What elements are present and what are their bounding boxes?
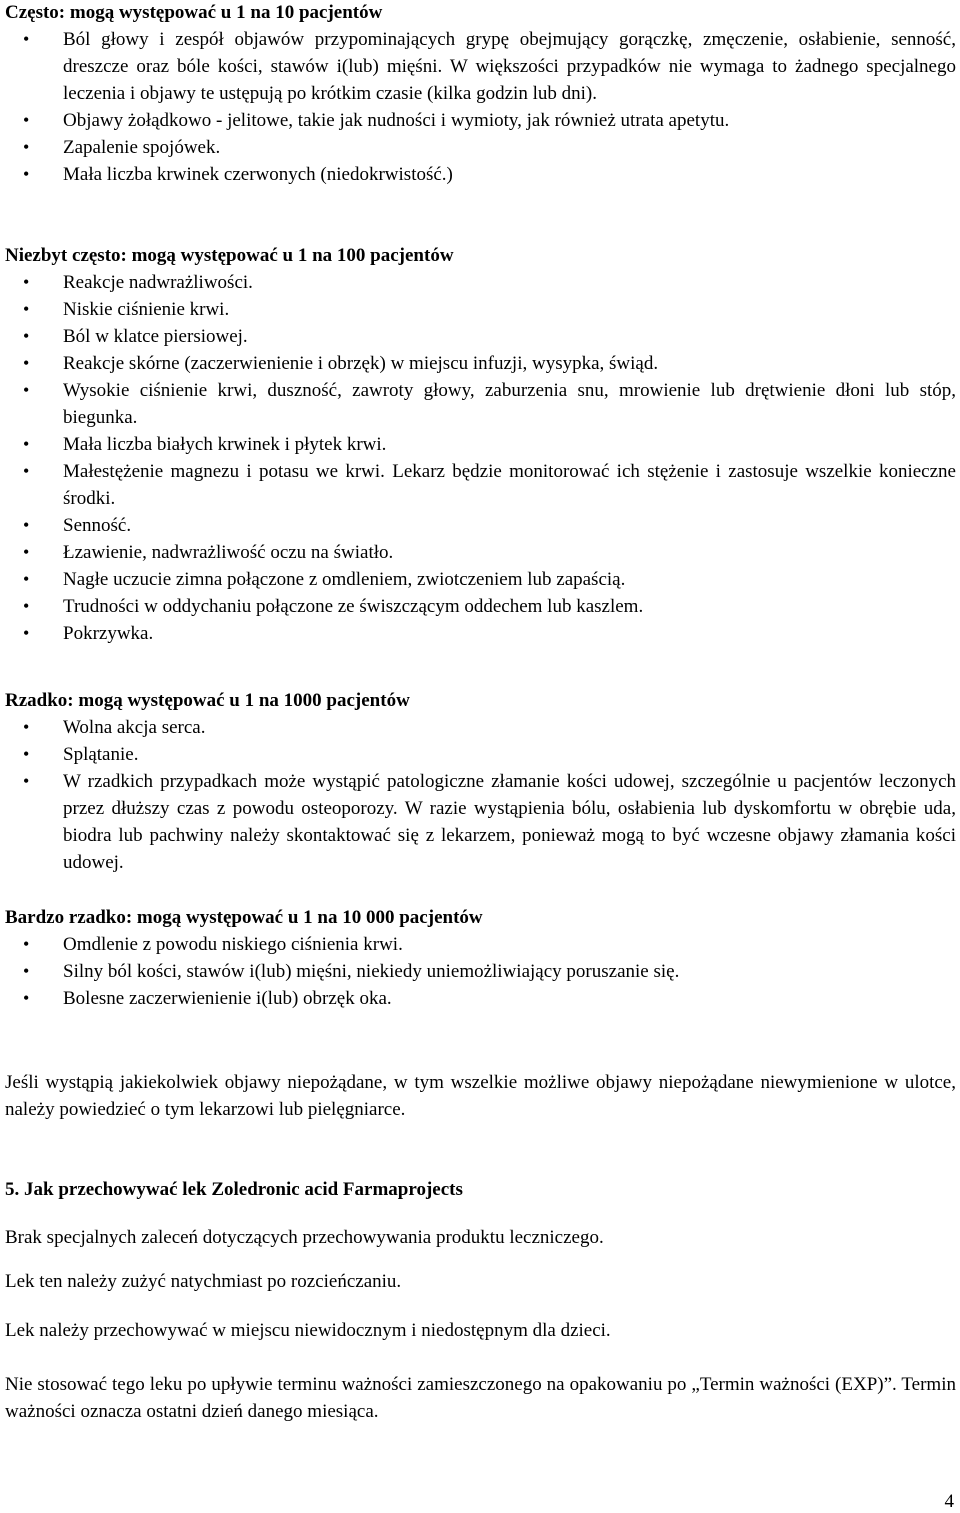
- list-item: • Mała liczba krwinek czerwonych (niedokrwistość.): [5, 161, 956, 188]
- list-item: • Małestężenie magnezu i potasu we krwi. Lekarz będzie monitorować ich stężenie i zastosuje wszelkie konieczne środki.: [5, 458, 956, 512]
- list-item: • Ból w klatce piersiowej.: [5, 323, 956, 350]
- list-item: • Omdlenie z powodu niskiego ciśnienia krwi.: [5, 931, 956, 958]
- section-rare: [5, 688, 956, 876]
- section-header-common: Często: mogą występować u 1 na 10 pacjentów: [5, 2, 383, 23]
- section-common: [5, 0, 956, 188]
- list-item: • Bolesne zaczerwienienie i(lub) obrzęk oka.: [5, 985, 956, 1012]
- list-item: • Łzawienie, nadwrażliwość oczu na światło.: [5, 539, 956, 566]
- storage-paragraph-text: Lek należy przechowywać w miejscu niewidocznym i niedostępnym dla dzieci.: [5, 1320, 611, 1341]
- storage-paragraph: [5, 1268, 956, 1295]
- side-effects-list-rare: [5, 714, 956, 876]
- side-effects-list-uncommon: [5, 269, 956, 647]
- list-item: • Ból głowy i zespół objawów przypominających grypę obejmujący gorączkę, zmęczenie, osłabienie, senność, dreszcze oraz bóle kości, stawów i(lub) mięśni. W większości przypadków nie wymaga to żadnego specjalnego leczenia i objawy te ustępują po krótkim czasie (kilka godzin lub dni).: [5, 26, 956, 107]
- list-item: • Reakcje skórne (zaczerwienienie i obrzęk) w miejscu infuzji, wysypka, świąd.: [5, 350, 956, 377]
- list-item: • Silny ból kości, stawów i(lub) mięśni, niekiedy uniemożliwiający poruszanie się.: [5, 958, 956, 985]
- list-item: • Trudności w oddychaniu połączone ze świszczącym oddechem lub kaszlem.: [5, 593, 956, 620]
- list-item: • Objawy żołądkowo - jelitowe, takie jak nudności i wymioty, jak również utrata apetytu.: [5, 107, 956, 134]
- list-item: • Niskie ciśnienie krwi.: [5, 296, 956, 323]
- section-header-uncommon: Niezbyt często: mogą występować u 1 na 100 pacjentów: [5, 245, 454, 266]
- storage-paragraph: [5, 1371, 956, 1425]
- list-item: • Reakcje nadwrażliwości.: [5, 269, 956, 296]
- side-effects-list-very-rare: [5, 931, 956, 1012]
- section-header-rare: Rzadko: mogą występować u 1 na 1000 pacjentów: [5, 690, 410, 711]
- section-header-very-rare: Bardzo rzadko: mogą występować u 1 na 10 000 pacjentów: [5, 907, 483, 928]
- report-note: [5, 1069, 956, 1123]
- list-item: • Senność.: [5, 512, 956, 539]
- storage-heading-block: [5, 1177, 956, 1203]
- section-uncommon: [5, 243, 956, 647]
- list-item: • W rzadkich przypadkach może wystąpić patologiczne złamanie kości udowej, szczególnie u pacjentów leczonych przez dłuższy czas z powodu osteoporozy. W razie wystąpienia bólu, osłabienia lub dyskomfortu w obrębie uda, biodra lub pachwiny należy skontaktować się z lekarzem, ponieważ mogą to być wczesne objawy złamania kości udowej.: [5, 768, 956, 876]
- storage-paragraph-text: Brak specjalnych zaleceń dotyczących przechowywania produktu leczniczego.: [5, 1227, 604, 1248]
- list-item: • Wysokie ciśnienie krwi, duszność, zawroty głowy, zaburzenia snu, mrowienie lub drętwienie dłoni lub stóp, biegunka.: [5, 377, 956, 431]
- report-note-text: Jeśli wystąpią jakiekolwiek objawy niepożądane, w tym wszelkie możliwe objawy niepożądane niewymienione w ulotce, należy powiedzieć o tym lekarzowi lub pielęgniarce.: [5, 1072, 956, 1120]
- list-item: • Pokrzywka.: [5, 620, 956, 647]
- storage-paragraph: [5, 1317, 956, 1344]
- storage-paragraph-text: Nie stosować tego leku po upływie terminu ważności zamieszczonego na opakowaniu po „Termin ważności (EXP)”. Termin ważności oznacza ostatni dzień danego miesiąca.: [5, 1374, 956, 1422]
- storage-paragraph: [5, 1224, 956, 1251]
- storage-paragraph-text: Lek ten należy zużyć natychmiast po rozcieńczaniu.: [5, 1271, 402, 1292]
- list-item: • Nagłe uczucie zimna połączone z omdleniem, zwiotczeniem lub zapaścią.: [5, 566, 956, 593]
- list-item: • Zapalenie spojówek.: [5, 134, 956, 161]
- side-effects-list-common: [5, 26, 956, 188]
- list-item: • Mała liczba białych krwinek i płytek krwi.: [5, 431, 956, 458]
- section-very-rare: [5, 905, 956, 1012]
- page-number: 4: [944, 1491, 954, 1512]
- storage-heading: 5. Jak przechowywać lek Zoledronic acid Farmaprojects: [5, 1179, 463, 1200]
- list-item: • Splątanie.: [5, 741, 956, 768]
- list-item: • Wolna akcja serca.: [5, 714, 956, 741]
